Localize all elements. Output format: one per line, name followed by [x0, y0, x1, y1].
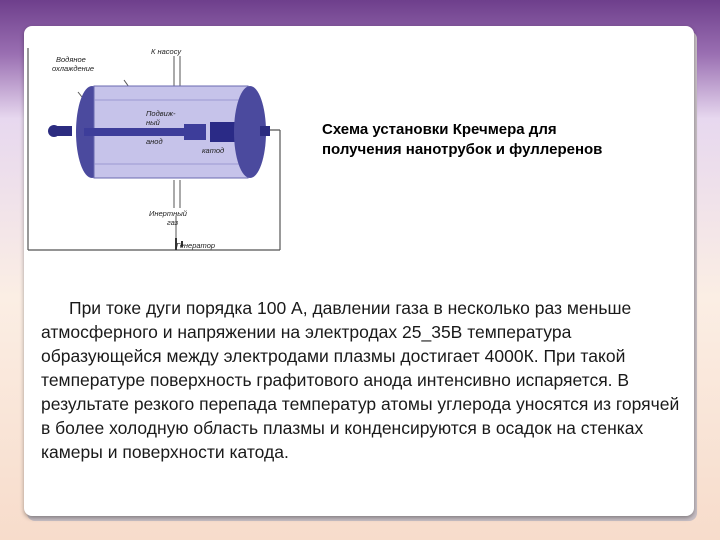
description-paragraph: При токе дуги порядка 100 А, давлении газа в несколько раз меньше атмосферного и напряжении на электродах 25_35В температура образующейся между электродами плазмы достигает 4000К. При такой температуре поверхность графитового анода интенсивно испаряется. В результате резкого перепада температур атомы углерода уносятся из горячей в более холодную область плазмы и конденсируются в осадок на стенках камеры и поверхности катода.	[41, 298, 680, 462]
right-connector	[260, 126, 270, 136]
label-anode: анод	[146, 137, 163, 146]
anode-rod	[84, 128, 194, 136]
label-cathode: катод	[202, 146, 225, 155]
caption-line-1: Схема установки Кречмера для	[322, 121, 557, 138]
label-water-cooling-1: Водяное	[56, 55, 86, 64]
diagram-caption	[322, 120, 682, 160]
anode-tip	[184, 124, 206, 140]
kretschmer-apparatus-diagram	[24, 40, 294, 260]
label-generator: Генератор	[176, 241, 216, 250]
label-water-cooling-2: охлаждение	[52, 64, 95, 73]
label-inert-gas-2: газ	[167, 218, 179, 227]
label-inert-gas-1: Инертный	[149, 209, 187, 218]
label-pump: К насосу	[151, 47, 182, 56]
caption-line-2: получения нанотрубок и фуллеренов	[322, 141, 603, 158]
label-movable-1: Подвиж-	[146, 109, 176, 118]
left-connector-knob	[48, 125, 60, 137]
label-movable-2: ный	[146, 118, 160, 127]
